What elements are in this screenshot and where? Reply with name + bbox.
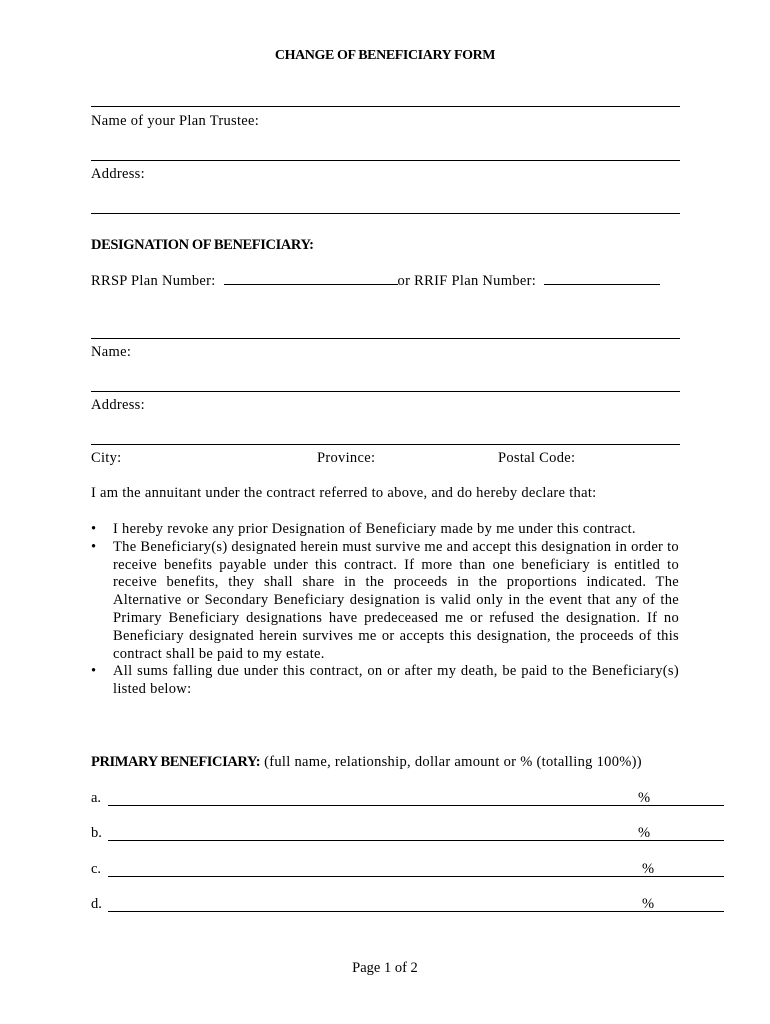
city-label: City: xyxy=(91,450,122,466)
beneficiary-name-line[interactable] xyxy=(91,338,680,339)
trustee-address-line-2[interactable] xyxy=(91,213,680,214)
beneficiary-address-label: Address: xyxy=(91,397,145,413)
beneficiary-row-a xyxy=(91,790,661,808)
rrif-plan-label: or RRIF Plan Number: xyxy=(397,273,537,289)
page-number: Page 1 of 2 xyxy=(352,960,418,976)
beneficiary-row-letter: d. xyxy=(91,896,102,912)
beneficiary-a-field[interactable] xyxy=(108,805,724,806)
beneficiary-row-b xyxy=(91,825,661,843)
declaration-item-text: The Beneficiary(s) designated herein must survive me and accept this designation in order to receive benefits payable under this contract. If more than one beneficiary is entitled to receive benefits, they shall share in the proceeds in the proportions indicated. The Alternative or Secondary Beneficiary designation is valid only in the event that any of the Primary Beneficiary designations have predeceased me or refused the designation. If no Beneficiary designated herein survives me or accepts this designation, the proceeds of this contract shall be paid to my estate. xyxy=(113,538,679,662)
declaration-item-text: All sums falling due under this contract, on or after my death, be paid to the Beneficiary(s) listed below: xyxy=(113,663,679,698)
city-province-postal-line[interactable] xyxy=(91,444,680,445)
primary-beneficiary-block xyxy=(91,754,651,772)
declaration-item xyxy=(91,539,679,664)
declaration-item-text: I hereby revoke any prior Designation of Beneficiary made by me under this contract. xyxy=(113,521,636,537)
plan-number-row xyxy=(91,272,660,290)
trustee-address-label: Address: xyxy=(91,166,145,182)
declaration-item xyxy=(91,663,679,699)
bullet-icon: • xyxy=(91,521,97,537)
beneficiary-name-label: Name: xyxy=(91,344,132,360)
beneficiary-row-letter: c. xyxy=(91,861,102,877)
percent-sign: % xyxy=(638,790,651,806)
beneficiary-row-letter: a. xyxy=(91,790,102,806)
form-title: CHANGE OF BENEFICIARY FORM xyxy=(274,48,496,63)
rrsp-plan-number-field[interactable] xyxy=(224,272,398,285)
percent-sign: % xyxy=(642,861,655,877)
rrif-plan-number-field[interactable] xyxy=(544,272,660,285)
primary-beneficiary-instructions: (full name, relationship, dollar amount or % (totalling 100%)) xyxy=(264,754,642,770)
trustee-name-line[interactable] xyxy=(91,106,680,107)
beneficiary-c-field[interactable] xyxy=(108,876,724,877)
declaration-intro: I am the annuitant under the contract referred to above, and do hereby declare that: xyxy=(91,485,597,501)
rrsp-plan-label: RRSP Plan Number: xyxy=(91,273,216,289)
beneficiary-row-d xyxy=(91,896,661,914)
beneficiary-address-line[interactable] xyxy=(91,391,680,392)
declaration-list xyxy=(91,521,679,699)
declaration-item xyxy=(91,521,679,539)
beneficiary-b-field[interactable] xyxy=(108,840,724,841)
trustee-name-label: Name of your Plan Trustee: xyxy=(91,113,260,129)
beneficiary-row-c xyxy=(91,861,661,879)
primary-beneficiary-heading: PRIMARY BENEFICIARY: xyxy=(91,754,261,770)
bullet-icon: • xyxy=(91,538,97,555)
percent-sign: % xyxy=(638,825,651,841)
beneficiary-row-letter: b. xyxy=(91,825,102,841)
postal-code-label: Postal Code: xyxy=(498,450,576,466)
designation-heading: DESIGNATION OF BENEFICIARY: xyxy=(91,237,314,253)
province-label: Province: xyxy=(317,450,376,466)
beneficiary-d-field[interactable] xyxy=(108,911,724,912)
percent-sign: % xyxy=(642,896,655,912)
trustee-address-line[interactable] xyxy=(91,160,680,161)
bullet-icon: • xyxy=(91,663,97,680)
